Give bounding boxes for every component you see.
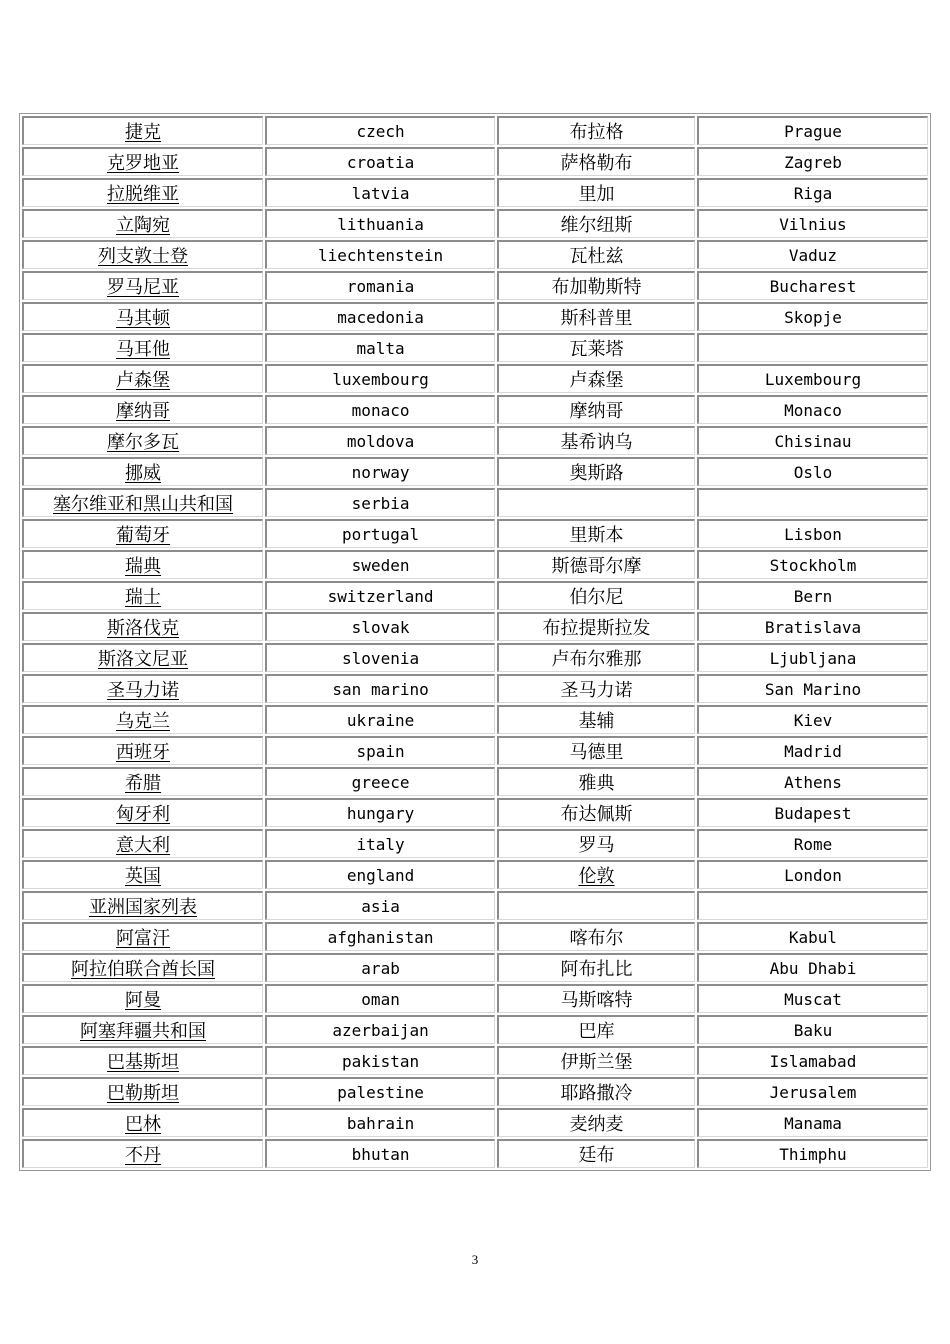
country-name-en-cell: italy	[265, 829, 495, 858]
capital-name-en-cell: Stockholm	[697, 550, 928, 579]
country-name-zh-cell	[22, 953, 263, 982]
capital-name-zh-cell: 圣马力诺	[497, 674, 695, 703]
country-name-zh-link[interactable]: 阿拉伯联合酋长国	[71, 959, 216, 980]
capital-name-zh-cell: 斯科普里	[497, 302, 695, 331]
page-number: 3	[471, 1252, 479, 1267]
country-name-zh-link[interactable]: 亚洲国家列表	[89, 897, 198, 918]
country-name-en-cell: moldova	[265, 426, 495, 455]
country-name-en-cell: afghanistan	[265, 922, 495, 951]
country-name-en-cell: czech	[265, 116, 495, 145]
capital-name-zh-cell: 布加勒斯特	[497, 271, 695, 300]
country-name-zh-link[interactable]: 西班牙	[116, 742, 171, 763]
country-name-zh-cell	[22, 395, 263, 424]
country-name-zh-cell	[22, 798, 263, 827]
country-name-zh-cell	[22, 643, 263, 672]
country-name-zh-cell	[22, 922, 263, 951]
capital-name-zh-cell: 基辅	[497, 705, 695, 734]
country-name-zh-link[interactable]: 马耳他	[116, 339, 171, 360]
table-row	[22, 674, 928, 703]
capital-name-en-cell	[697, 488, 928, 517]
capital-name-en-cell: Kiev	[697, 705, 928, 734]
capital-name-zh-cell: 喀布尔	[497, 922, 695, 951]
capital-name-en-cell: Riga	[697, 178, 928, 207]
capital-name-zh-cell: 布拉提斯拉发	[497, 612, 695, 641]
country-name-zh-link[interactable]: 阿塞拜疆共和国	[80, 1021, 207, 1042]
country-name-en-cell: switzerland	[265, 581, 495, 610]
country-name-zh-cell	[22, 612, 263, 641]
country-name-zh-link[interactable]: 捷克	[125, 122, 162, 143]
table-row	[22, 116, 928, 145]
country-name-en-cell: macedonia	[265, 302, 495, 331]
capital-name-en-cell: Kabul	[697, 922, 928, 951]
capital-name-zh-cell: 摩纳哥	[497, 395, 695, 424]
capital-name-zh-cell: 卢森堡	[497, 364, 695, 393]
country-name-en-cell: azerbaijan	[265, 1015, 495, 1044]
country-name-zh-link[interactable]: 匈牙利	[116, 804, 171, 825]
capital-name-en-cell: Abu Dhabi	[697, 953, 928, 982]
country-name-zh-cell	[22, 147, 263, 176]
country-name-zh-cell	[22, 302, 263, 331]
country-name-zh-link[interactable]: 列支敦士登	[98, 246, 189, 267]
table-row	[22, 395, 928, 424]
country-name-zh-cell	[22, 1046, 263, 1075]
country-name-zh-link[interactable]: 巴林	[125, 1114, 162, 1135]
capital-name-en-cell: Baku	[697, 1015, 928, 1044]
table-row	[22, 333, 928, 362]
capital-name-zh-cell: 里斯本	[497, 519, 695, 548]
capital-name-zh-cell: 廷布	[497, 1139, 695, 1168]
capital-name-en-cell: Muscat	[697, 984, 928, 1013]
country-name-en-cell: hungary	[265, 798, 495, 827]
country-name-en-cell: romania	[265, 271, 495, 300]
table-row	[22, 984, 928, 1013]
capital-name-zh-cell: 耶路撒冷	[497, 1077, 695, 1106]
table-row	[22, 147, 928, 176]
country-name-zh-link[interactable]: 斯洛伐克	[107, 618, 180, 639]
capital-name-zh-cell: 伊斯兰堡	[497, 1046, 695, 1075]
country-name-en-cell: palestine	[265, 1077, 495, 1106]
country-name-en-cell: pakistan	[265, 1046, 495, 1075]
capital-name-zh-cell: 马德里	[497, 736, 695, 765]
country-name-zh-link[interactable]: 塞尔维亚和黑山共和国	[53, 494, 234, 515]
country-name-zh-link[interactable]: 卢森堡	[116, 370, 171, 391]
table-row	[22, 736, 928, 765]
capital-name-zh-cell	[497, 860, 695, 889]
country-name-zh-cell	[22, 116, 263, 145]
country-name-zh-link[interactable]: 巴勒斯坦	[107, 1083, 180, 1104]
table-row	[22, 178, 928, 207]
capital-name-en-cell: Vaduz	[697, 240, 928, 269]
country-name-zh-link[interactable]: 摩尔多瓦	[107, 432, 180, 453]
table-row	[22, 271, 928, 300]
country-name-zh-link[interactable]: 圣马力诺	[107, 680, 180, 701]
country-name-zh-cell	[22, 705, 263, 734]
capital-name-en-cell: Bern	[697, 581, 928, 610]
country-name-zh-cell	[22, 271, 263, 300]
capital-name-en-cell: Rome	[697, 829, 928, 858]
capital-name-en-cell: Monaco	[697, 395, 928, 424]
country-name-zh-cell	[22, 488, 263, 517]
country-name-zh-link[interactable]: 挪威	[125, 463, 162, 484]
table-row	[22, 364, 928, 393]
country-name-zh-link[interactable]: 意大利	[116, 835, 171, 856]
capital-name-zh-cell: 瓦杜兹	[497, 240, 695, 269]
capital-name-zh-cell: 伯尔尼	[497, 581, 695, 610]
capital-name-zh-cell: 罗马	[497, 829, 695, 858]
country-name-en-cell: greece	[265, 767, 495, 796]
capital-name-en-cell: Bucharest	[697, 271, 928, 300]
capital-name-en-cell: Vilnius	[697, 209, 928, 238]
capital-name-en-cell: Lisbon	[697, 519, 928, 548]
capital-name-zh-cell: 里加	[497, 178, 695, 207]
country-name-zh-link[interactable]: 阿富汗	[116, 928, 171, 949]
country-name-zh-cell	[22, 1015, 263, 1044]
capital-name-zh-cell: 布拉格	[497, 116, 695, 145]
table-row	[22, 1015, 928, 1044]
capital-name-zh-cell: 马斯喀特	[497, 984, 695, 1013]
country-name-zh-cell	[22, 1108, 263, 1137]
table-row	[22, 922, 928, 951]
capital-name-zh-link[interactable]: 伦敦	[578, 866, 615, 887]
country-name-zh-link[interactable]: 英国	[125, 866, 162, 887]
capital-name-en-cell: Islamabad	[697, 1046, 928, 1075]
table-row	[22, 860, 928, 889]
capital-name-en-cell: Manama	[697, 1108, 928, 1137]
capital-name-zh-cell: 基希讷乌	[497, 426, 695, 455]
country-name-zh-cell	[22, 457, 263, 486]
country-name-en-cell: slovenia	[265, 643, 495, 672]
country-name-zh-cell	[22, 364, 263, 393]
country-name-zh-cell	[22, 581, 263, 610]
capital-name-zh-cell: 斯德哥尔摩	[497, 550, 695, 579]
table-row	[22, 1139, 928, 1168]
country-name-zh-link[interactable]: 瑞士	[125, 587, 162, 608]
table-row	[22, 643, 928, 672]
country-name-zh-cell	[22, 891, 263, 920]
capital-name-zh-cell: 萨格勒布	[497, 147, 695, 176]
country-name-en-cell: luxembourg	[265, 364, 495, 393]
table-row	[22, 829, 928, 858]
country-name-en-cell: san marino	[265, 674, 495, 703]
capital-name-en-cell: Luxembourg	[697, 364, 928, 393]
country-name-zh-link[interactable]: 克罗地亚	[107, 153, 180, 174]
capital-name-en-cell: San Marino	[697, 674, 928, 703]
capital-name-en-cell: Jerusalem	[697, 1077, 928, 1106]
capital-name-en-cell: Prague	[697, 116, 928, 145]
capital-name-en-cell: Thimphu	[697, 1139, 928, 1168]
country-name-zh-cell	[22, 767, 263, 796]
country-name-zh-link[interactable]: 瑞典	[125, 556, 162, 577]
table-row	[22, 953, 928, 982]
capital-name-zh-cell: 维尔纽斯	[497, 209, 695, 238]
capital-name-zh-cell: 瓦莱塔	[497, 333, 695, 362]
country-name-en-cell: liechtenstein	[265, 240, 495, 269]
country-name-en-cell: england	[265, 860, 495, 889]
country-name-zh-cell	[22, 240, 263, 269]
capital-name-zh-cell: 卢布尔雅那	[497, 643, 695, 672]
capital-name-zh-cell: 布达佩斯	[497, 798, 695, 827]
country-name-en-cell: serbia	[265, 488, 495, 517]
capital-name-en-cell: Athens	[697, 767, 928, 796]
table-row	[22, 519, 928, 548]
country-name-zh-cell	[22, 333, 263, 362]
country-name-zh-cell	[22, 1139, 263, 1168]
country-name-en-cell: ukraine	[265, 705, 495, 734]
table-row	[22, 1077, 928, 1106]
capital-name-zh-cell: 阿布扎比	[497, 953, 695, 982]
country-name-zh-link[interactable]: 摩纳哥	[116, 401, 171, 422]
table-row	[22, 1108, 928, 1137]
table-row	[22, 209, 928, 238]
capital-name-en-cell: London	[697, 860, 928, 889]
table-row	[22, 426, 928, 455]
country-name-en-cell: bhutan	[265, 1139, 495, 1168]
capital-name-zh-cell: 雅典	[497, 767, 695, 796]
capital-name-en-cell: Ljubljana	[697, 643, 928, 672]
capital-name-zh-cell: 奥斯路	[497, 457, 695, 486]
table-row	[22, 705, 928, 734]
table-row	[22, 767, 928, 796]
country-name-en-cell: slovak	[265, 612, 495, 641]
capital-name-en-cell	[697, 333, 928, 362]
table-row	[22, 302, 928, 331]
country-name-en-cell: norway	[265, 457, 495, 486]
capital-name-en-cell: Chisinau	[697, 426, 928, 455]
country-name-zh-link[interactable]: 立陶宛	[116, 215, 171, 236]
capital-name-zh-cell: 巴库	[497, 1015, 695, 1044]
capital-name-en-cell: Skopje	[697, 302, 928, 331]
table-body	[22, 116, 928, 1168]
country-name-zh-cell	[22, 178, 263, 207]
capital-name-zh-cell: 麦纳麦	[497, 1108, 695, 1137]
country-name-zh-link[interactable]: 葡萄牙	[116, 525, 171, 546]
capital-name-en-cell: Bratislava	[697, 612, 928, 641]
capital-name-en-cell: Oslo	[697, 457, 928, 486]
country-name-zh-link[interactable]: 斯洛文尼亚	[98, 649, 189, 670]
country-name-zh-cell	[22, 426, 263, 455]
country-name-en-cell: spain	[265, 736, 495, 765]
country-name-zh-cell	[22, 736, 263, 765]
table-row	[22, 798, 928, 827]
country-name-en-cell: bahrain	[265, 1108, 495, 1137]
capital-name-en-cell: Zagreb	[697, 147, 928, 176]
country-name-zh-cell	[22, 674, 263, 703]
country-name-zh-cell	[22, 209, 263, 238]
country-name-en-cell: arab	[265, 953, 495, 982]
country-name-zh-cell	[22, 550, 263, 579]
country-name-en-cell: lithuania	[265, 209, 495, 238]
country-name-zh-link[interactable]: 乌克兰	[116, 711, 171, 732]
table-row	[22, 1046, 928, 1075]
country-name-en-cell: sweden	[265, 550, 495, 579]
table-row	[22, 457, 928, 486]
table-row	[22, 488, 928, 517]
country-name-zh-link[interactable]: 阿曼	[125, 990, 162, 1011]
country-name-zh-link[interactable]: 罗马尼亚	[107, 277, 180, 298]
table-row	[22, 550, 928, 579]
country-name-en-cell: monaco	[265, 395, 495, 424]
country-name-zh-link[interactable]: 拉脱维亚	[107, 184, 180, 205]
capital-name-en-cell: Madrid	[697, 736, 928, 765]
country-name-zh-link[interactable]: 希腊	[125, 773, 162, 794]
country-name-en-cell: asia	[265, 891, 495, 920]
capital-name-zh-cell	[497, 488, 695, 517]
country-name-zh-cell	[22, 984, 263, 1013]
capital-name-en-cell	[697, 891, 928, 920]
country-name-zh-link[interactable]: 马其顿	[116, 308, 171, 329]
country-name-zh-link[interactable]: 巴基斯坦	[107, 1052, 180, 1073]
country-name-zh-link[interactable]: 不丹	[125, 1145, 162, 1166]
country-name-en-cell: croatia	[265, 147, 495, 176]
table-row	[22, 891, 928, 920]
country-name-en-cell: oman	[265, 984, 495, 1013]
country-name-zh-cell	[22, 829, 263, 858]
country-name-zh-cell	[22, 860, 263, 889]
capital-name-zh-cell	[497, 891, 695, 920]
table-row	[22, 612, 928, 641]
country-capital-table	[19, 113, 931, 1171]
capital-name-en-cell: Budapest	[697, 798, 928, 827]
country-name-zh-cell	[22, 1077, 263, 1106]
country-name-zh-cell	[22, 519, 263, 548]
country-name-en-cell: latvia	[265, 178, 495, 207]
table-row	[22, 240, 928, 269]
table-row	[22, 581, 928, 610]
country-name-en-cell: malta	[265, 333, 495, 362]
country-name-en-cell: portugal	[265, 519, 495, 548]
